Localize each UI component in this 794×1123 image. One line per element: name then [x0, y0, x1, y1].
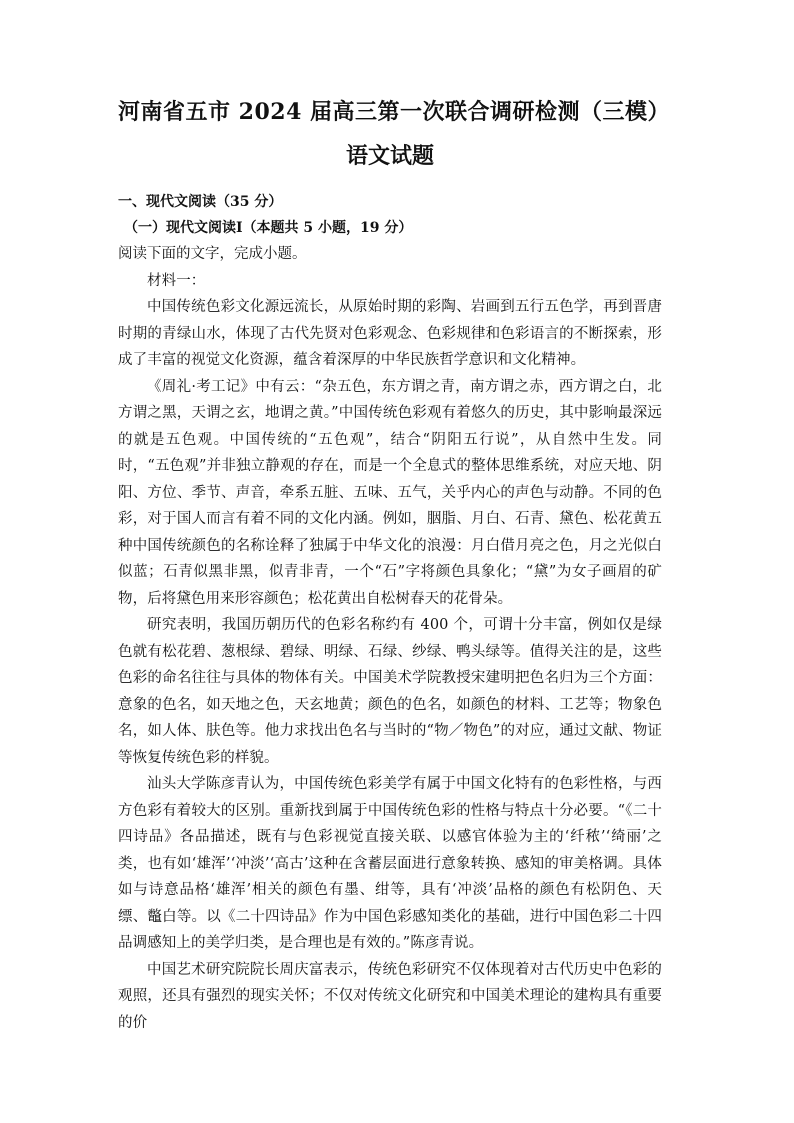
subsection-heading: （一）现代文阅读Ⅰ（本题共 5 小题，19 分） — [124, 220, 413, 236]
instruction-text: 阅读下面的文字，完成小题。 — [118, 246, 307, 262]
document-title: 河南省五市 2024 届高三第一次联合调研检测（三模） — [118, 99, 671, 125]
paragraph: 汕头大学陈彦青认为，中国传统色彩美学有属于中国文化特有的色彩性格，与西方色彩有着较大的区别。重新找到属于中国传统色彩的性格与特点十分必要。“《二十四诗品》各品描述，既有与色彩视觉直接关联、以感官体验为主的‘纤秾’‘绮丽’之类，也有如‘雄浑’‘冲淡’‘高古’这种在含蓄层面进行意象转换、感知的审美格调。具体如与诗意品格‘雄浑’相关的颜色有墨、绀等，具有‘冲淡’品格的颜色有松阴色、天缥、鼈白等。以《二十四诗品》作为中国色彩感知类化的基础，进行中国色彩二十四品调感知上的美学归类，是合理也是有效的。”陈彦青说。 — [118, 776, 662, 951]
section-heading: 一、现代文阅读（35 分） — [118, 194, 283, 210]
paragraph: 《周礼·考工记》中有云：“杂五色，东方谓之青，南方谓之赤，西方谓之白，北方谓之黑，天谓之玄，地谓之黄。”中国传统色彩观有着悠久的历史，其中影响最深远的就是五色观。中国传统的“五色观”，结合“阴阳五行说”，从自然中生发。同时，“五色观”并非独立静观的存在，而是一个全息式的整体思维系统，对应天地、阴阳、方位、季节、声音，牵系五脏、五味、五气，关乎内心的声色与动静。不同的色彩，对于国人而言有着不同的文化内涵。例如，胭脂、月白、石青、黛色、松花黄五种中国传统颜色的名称诠释了独属于中华文化的浪漫：月白借月亮之色，月之光似白似蓝；石青似黑非黑，似青非青，一个“石”字将颜色具象化；“黛”为女子画眉的矿物，后将黛色用来形容颜色；松花黄出自松树春天的花骨朵。 — [118, 378, 662, 607]
material-label: 材料一： — [147, 272, 206, 289]
paragraph: 中国艺术研究院院长周庆富表示，传统色彩研究不仅体现着对古代历史中色彩的观照，还具有强烈的现实关怀；不仅对传统文化研究和中国美术理论的建构具有重要的价 — [118, 961, 662, 1031]
paragraph: 中国传统色彩文化源远流长，从原始时期的彩陶、岩画到五行五色学，再到晋唐时期的青绿山水，体现了古代先贤对色彩观念、色彩规律和色彩语言的不断探索，形成了丰富的视觉文化资源，蕴含着深厚的中华民族哲学意识和文化精神。 — [118, 299, 662, 368]
paragraph: 研究表明，我国历朝历代的色彩名称约有 400 个，可谓十分丰富，例如仅是绿色就有松花碧、葱根绿、碧绿、明绿、石绿、纱绿、鸭头绿等。值得关注的是，这些色彩的命名往往与具体的物体有关。中国美术学院教授宋建明把色名归为三个方面：意象的色名，如天地之色，天玄地黄；颜色的色名，如颜色的材料、工艺等；物象色名，如人体、肤色等。他力求找出色名与当时的“物／物色”的对应，通过文献、物证等恢复传统色彩的样貌。 — [118, 617, 662, 766]
document-subtitle: 语文试题 — [345, 143, 434, 169]
